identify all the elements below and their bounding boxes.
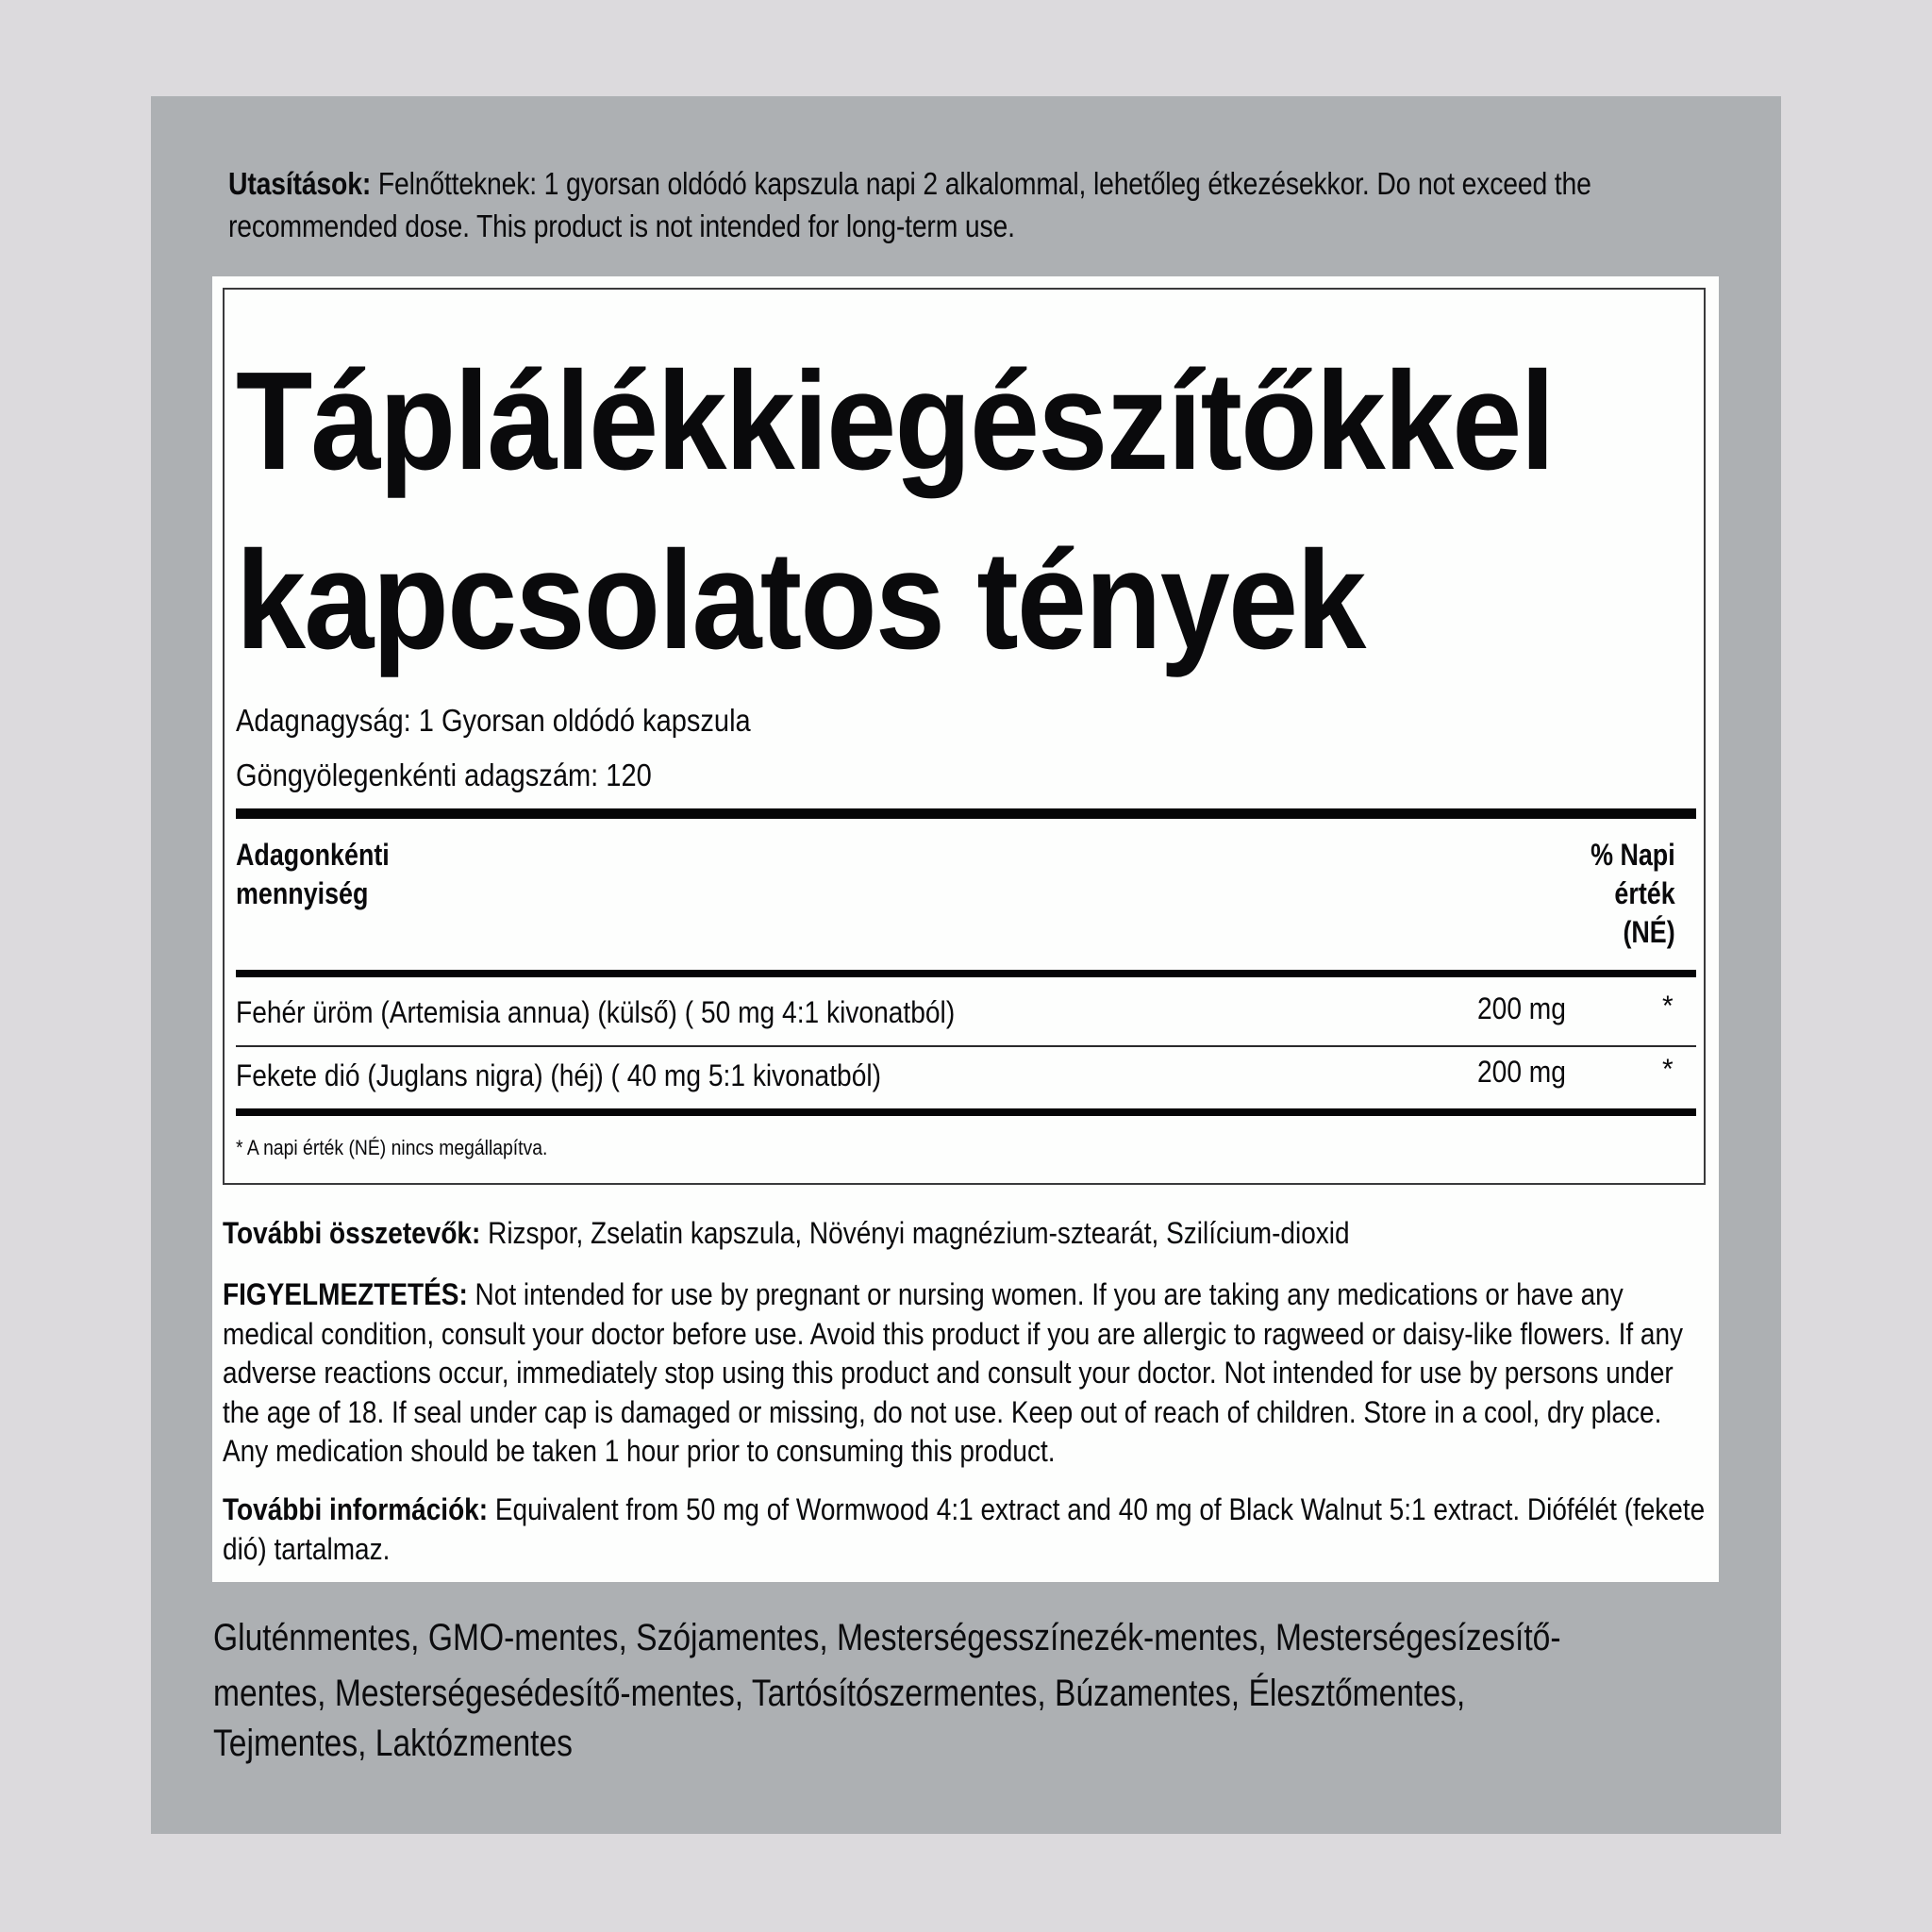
title-line-2: kapcsolatos tények [236, 523, 1365, 678]
ingredient-row [236, 989, 1696, 1036]
additional-info-text: Equivalent from 50 mg of Wormwood 4:1 extract and 40 mg of Black Walnut 5:1 extract. Diófélét (fekete dió) tartalmaz. [223, 1492, 1706, 1566]
ingredient-amount: 200 mg [1477, 991, 1566, 1025]
daily-value-header [1591, 836, 1675, 952]
ingredient-row [236, 1052, 1696, 1099]
additional-info [223, 1491, 1706, 1569]
serving-size: Adagnagyság: 1 Gyorsan oldódó kapszula [236, 703, 751, 738]
header-right-line-1: % Napi [1591, 838, 1675, 872]
header-right-line-3: (NÉ) [1623, 915, 1675, 949]
other-ingredients [223, 1214, 1706, 1254]
other-ingredients-label: További összetevők: [223, 1216, 481, 1250]
free-from-line-1: Gluténmentes, GMO-mentes, Szójamentes, Mesterségesszínezék-mentes, Mesterségesízesítő- [213, 1617, 1561, 1658]
header-right-line-2: érték [1614, 876, 1675, 910]
free-from-line-3: Tejmentes, Laktózmentes [213, 1723, 573, 1764]
header-left-line-1: Adagonkénti [236, 838, 390, 872]
free-from-line-2: mentes, Mesterségesédesítő-mentes, Tartósítószermentes, Búzamentes, Élesztőmentes, [213, 1673, 1466, 1714]
warning-body: Not intended for use by pregnant or nursing women. If you are taking any medications or have any medical condition, consult your doctor before use. Avoid this product if you are allergic to ragweed or daisy-like flowers. If any adverse reactions occur, immediately stop using this product and consult your doctor. Not intended for use by persons under the age of 18. If seal under cap is damaged or missing, do not use. Keep out of reach of children. Store in a cool, dry place. Any medication should be taken 1 hour prior to consuming this product. [223, 1277, 1684, 1468]
divider-medium [236, 970, 1696, 977]
divider-thick [236, 808, 1696, 819]
ingredient-daily-value: * [1662, 991, 1674, 1022]
ingredient-name: Fekete dió (Juglans nigra) (héj) ( 40 mg 5:1 kivonatból) [236, 1058, 881, 1092]
supplement-facts-title [236, 332, 1554, 691]
warning-text [223, 1275, 1706, 1472]
additional-info-label: További információk: [223, 1492, 489, 1526]
directions-body: Felnőtteknek: 1 gyorsan oldódó kapszula napi 2 alkalommal, lehetőleg étkezésekkor. Do not exceed the recommended dose. This product is not intended for long-term use. [228, 166, 1591, 243]
other-ingredients-text: Rizspor, Zselatin kapszula, Növényi magnézium-sztearát, Szilícium-dioxid [480, 1216, 1350, 1250]
directions-label: Utasítások: [228, 166, 372, 201]
header-left-line-2: mennyiség [236, 876, 369, 910]
ingredient-amount: 200 mg [1477, 1055, 1566, 1089]
ingredient-daily-value: * [1662, 1054, 1674, 1085]
servings-per-container: Göngyölegenkénti adagszám: 120 [236, 758, 652, 792]
serving-info [236, 693, 751, 803]
divider-thin [236, 1045, 1696, 1047]
warning-label: FIGYELMEZTETÉS: [223, 1277, 468, 1311]
divider-medium [236, 1108, 1696, 1116]
amount-per-serving-header [236, 836, 390, 913]
ingredient-name: Fehér üröm (Artemisia annua) (külső) ( 50 mg 4:1 kivonatból) [236, 995, 956, 1029]
daily-value-footnote: * A napi érték (NÉ) nincs megállapítva. [236, 1136, 548, 1159]
directions-text [228, 162, 1700, 247]
free-from-claims [213, 1610, 1679, 1772]
title-line-1: Táplálékkiegészítőkkel [236, 343, 1554, 499]
